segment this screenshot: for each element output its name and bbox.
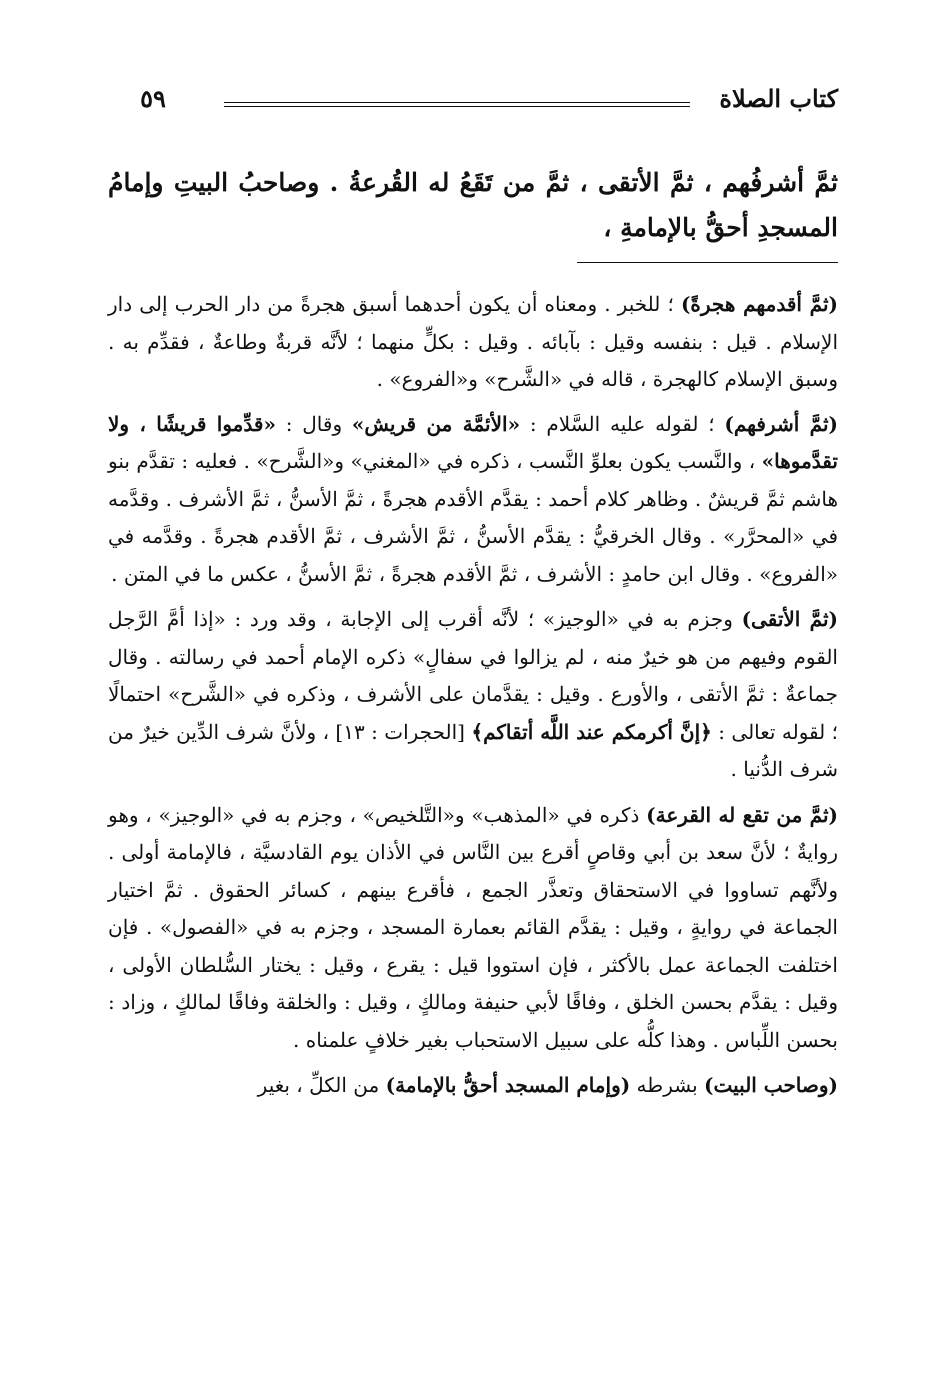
page-header [108,84,838,124]
lemma: (ثمَّ أشرفهم) [724,411,839,436]
commentary-paragraph-1 [108,286,838,399]
matn-separator-rule [577,262,838,263]
matn-text: ثمَّ أشرفُهم ، ثمَّ الأتقى ، ثمَّ من تَقَعُ له القُرعةُ . وصاحبُ البيتِ وإمامُ المسجدِ أحقُّ بالإمامةِ ، [108,168,838,242]
lemma: (ثمَّ أقدمهم هجرةً) [680,292,838,316]
commentary-text: ؛ لقوله عليه السَّلام : [520,411,725,436]
commentary-text: ؛ للخبر . ومعناه أن يكون أحدهما أسبق هجرةً من دار الحرب إلى دار الإسلام . قيل : بنفسه وقيل : بآبائه . وقيل : بكلٍّ منهما ؛ لأنَّه قربةٌ وطاعةٌ ، فقدِّم به . وسبق الإسلام كالهجرة ، قاله في «الشَّرح» و«الفروع» . [108,292,838,391]
quran-verse: ﴿إنَّ أكرمكم عند اللَّه أتقاكم﴾ [471,719,712,744]
commentary-text: بشرطه [630,1073,705,1097]
commentary-paragraph-4 [108,797,838,1060]
commentary-text: ذكره في «المذهب» و«التَّلخيص» ، وجزم به في «الوجيز» ، وهو روايةٌ ؛ لأنَّ سعد بن أبي وقاصٍ أقرع بين النَّاس في الأذان يوم القادسيَّة ، فالإمامة أولى . ولأنَّهم تساووا في الاستحقاق وتعذَّر الجمع ، فأقرع بينهم ، كسائر الحقوق . ثمَّ اختيار الجماعة في روايةٍ ، وقيل : يقدَّم القائم بعمارة المسجد ، وجزم به في «الفصول» . فإن اختلفت الجماعة عمل بالأكثر ، فإن استووا قيل : يقرع ، وقيل : يختار السُّلطان الأولى ، وقيل : يقدَّم بحسن الخلق ، وفاقًا لأبي حنيفة ومالكٍ ، وقيل : والخلقة وفاقًا لمالكٍ ، وزاد : بحسن اللِّباس . وهذا كلُّه على سبيل الاستحباب بغير خلافٍ علمناه . [108,802,838,1052]
commentary-paragraph-5 [108,1067,838,1105]
hadith-quote: «قدِّموا قريشًا ، ولا تقدَّموها» [108,411,838,473]
commentary-text: ، والنَّسب يكون بعلوِّ النَّسب ، ذكره في «المغني» و«الشَّرح» . فعليه : تقدَّم بنو هاشم ثمَّ قريشٌ . وظاهر كلام أحمد : يقدَّم الأقدم هجرةً ، ثمَّ الأسنُّ ، ثمَّ الأشرف . وقدَّمه في «المحرَّر» . وقال الخرقيُّ : يقدَّم الأسنُّ ، ثمَّ الأشرف ، ثمَّ الأقدم هجرةً . وقدَّمه في «الفروع» . وقال ابن حامدٍ : الأشرف ، ثمَّ الأقدم هجرةً ، ثمَّ الأسنُّ ، عكس ما في المتن . [108,449,838,586]
lemma: (وصاحب البيت) [704,1073,838,1097]
running-title: كتاب الصلاة [719,84,838,113]
commentary-text: [الحجرات : ١٣] ، ولأنَّ شرف الدِّين خيرٌ من شرف الدُّنيا . [108,719,838,781]
commentary-paragraph-2 [108,406,838,594]
lemma: (وإمام المسجد أحقُّ بالإمامة) [385,1073,631,1097]
hadith-quote: «الأئمَّة من قريش» [351,411,521,436]
commentary-paragraph-3 [108,601,838,789]
page-number: ٥٩ [140,84,166,113]
header-rule [224,102,690,107]
commentary-text: وقال : [275,411,352,436]
lemma: (ثمَّ الأتقى) [741,607,838,631]
lemma: (ثمَّ من تقع له القرعة) [646,802,838,827]
commentary-text: من الكلِّ ، بغير [257,1073,386,1097]
commentary-text: وجزم به في «الوجيز» ؛ لأنَّه أقرب إلى الإجابة ، وقد ورد : «إذا أمَّ الرَّجل القوم وفيهم من هو خيرٌ منه ، لم يزالوا في سفالٍ» ذكره الإمام أحمد في رسالته . وقال جماعةٌ : ثمَّ الأتقى ، والأورع . وقيل : يقدَّمان على الأشرف ، وذكره في «الشَّرح» احتمالًا ؛ لقوله تعالى : [108,607,838,744]
commentary [108,286,838,1113]
